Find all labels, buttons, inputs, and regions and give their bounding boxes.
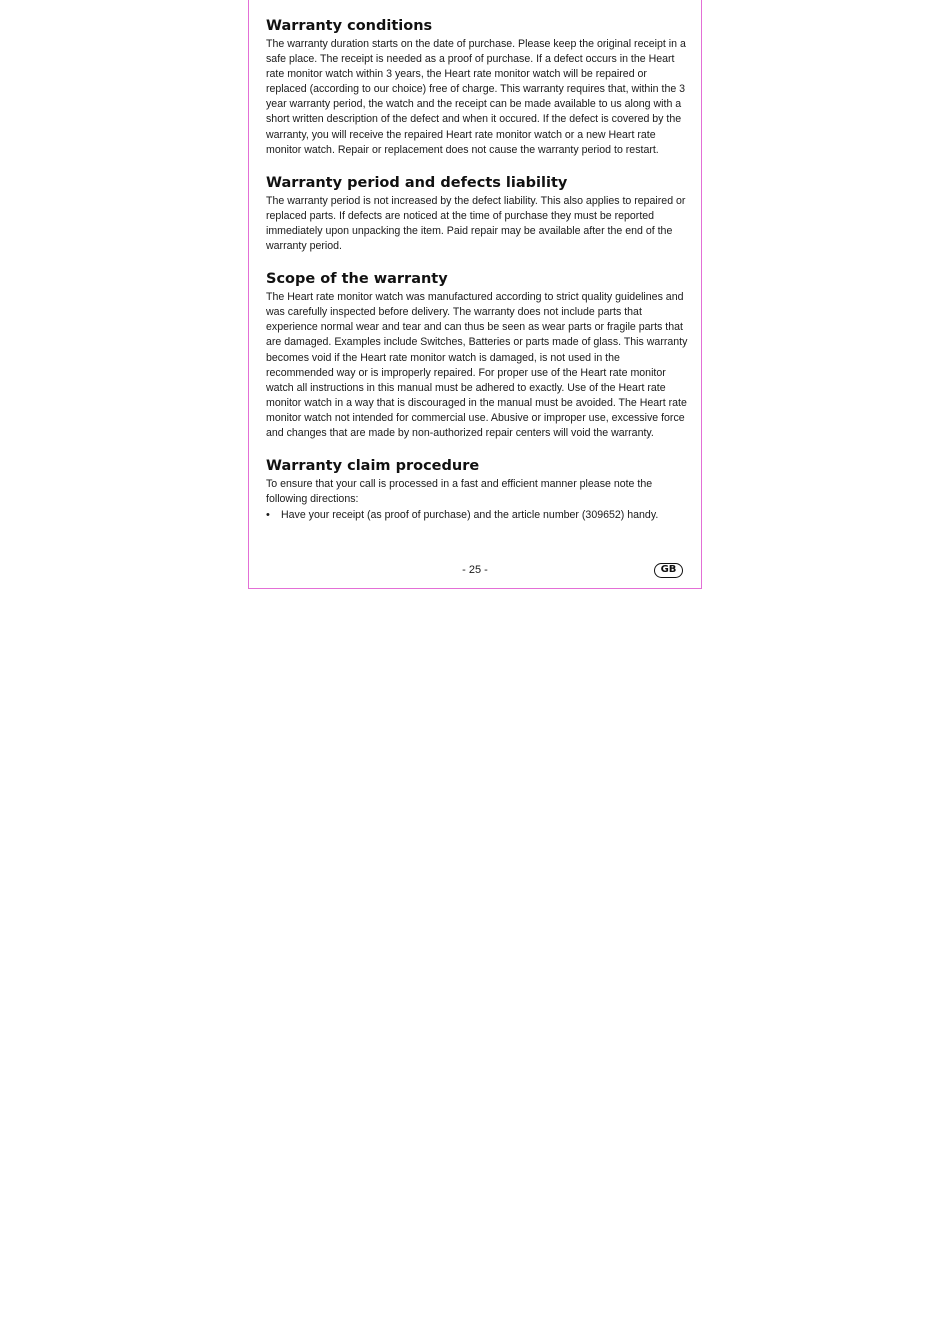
section-heading: Warranty period and defects liability	[266, 174, 568, 191]
section-body: The warranty duration starts on the date of purchase. Please keep the original receipt in a safe place. The receipt is needed as a proof of purchase. If a defect occurs in the Heart rate monitor watch within 3 years, the Heart rate monitor watch will be repaired or replaced (according to our choice) free of charge. This warranty requires that, within the 3 year warranty period, the watch and the receipt can be made available to us along with a short written description of the defect and when it occured. If the defect is covered by the warranty, you will receive the repaired Heart rate monitor watch or a new Heart rate monitor watch. Repair or replacement does not cause the warranty period to restart.	[266, 38, 686, 156]
language-badge: GB	[654, 563, 683, 578]
bullet-list	[266, 508, 688, 523]
list-item	[266, 508, 688, 523]
section-claim-procedure	[266, 456, 688, 523]
section-heading: Warranty claim procedure	[266, 458, 480, 475]
page-number: - 25 -	[462, 564, 488, 576]
bullet-icon: •	[266, 509, 270, 522]
document-content	[266, 16, 688, 538]
section-body: To ensure that your call is processed in a fast and efficient manner please note the following directions:	[266, 478, 653, 506]
section-warranty-period	[266, 173, 688, 254]
section-warranty-conditions	[266, 16, 688, 158]
list-item-text: Have your receipt (as proof of purchase) and the article number (309652) handy.	[281, 509, 659, 522]
section-body: The warranty period is not increased by the defect liability. This also applies to repaired or replaced parts. If defects are noticed at the time of purchase they must be reported immediately upon unpacking the item. Paid repair may be available after the end of the warranty period.	[266, 194, 686, 253]
section-heading: Warranty conditions	[266, 18, 433, 34]
section-heading: Scope of the warranty	[266, 271, 448, 288]
section-warranty-scope	[266, 269, 688, 441]
section-body: The Heart rate monitor watch was manufactured according to strict quality guidelines and was carefully inspected before delivery. The warranty does not include parts that experience normal wear and tear and can thus be seen as wear parts or fragile parts that are damaged. Examples include Switches, Batteries or parts made of glass. This warranty becomes void if the Heart rate monitor watch is damaged, is not used in the recommended way or is improperly repaired. For proper use of the Heart rate monitor watch all instructions in this manual must be adhered to exactly. Use of the Heart rate monitor watch in a way that is discouraged in the manual must be avoided. The Heart rate monitor watch not intended for commercial use. Abusive or improper use, excessive force and changes that are made by non-authorized repair centers will void the warranty.	[266, 291, 688, 439]
